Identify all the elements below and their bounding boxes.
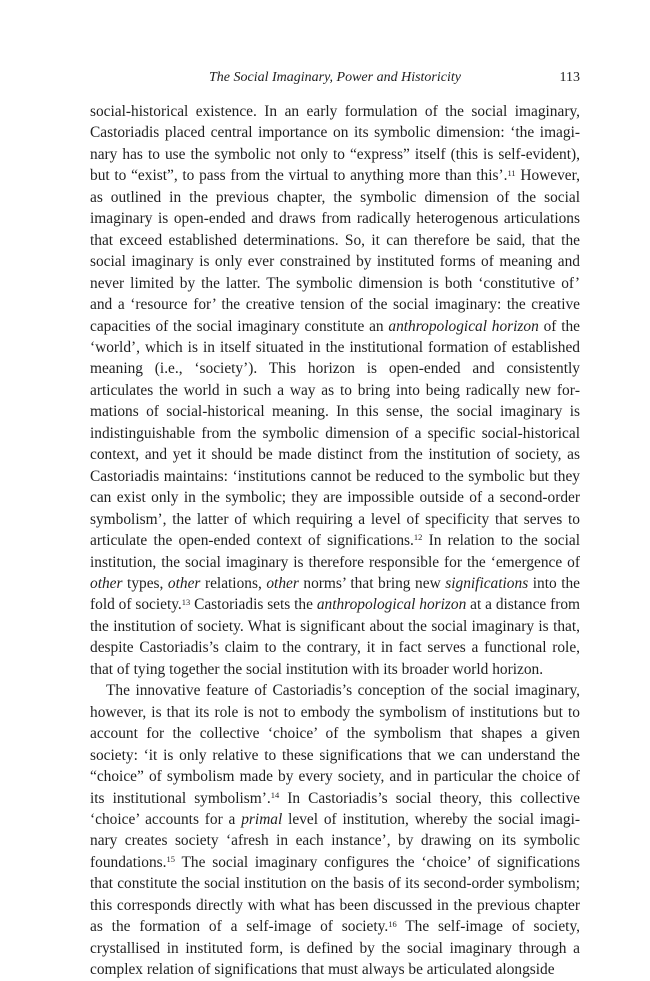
italic-text: anthropological horizon [316,596,467,614]
text-run: of the ‘world’, which is in itself situated in the institutional formation of established meaning (i.e., ‘society’). This horizon is open-ended and consistently articulates the world in such a way as to bring into being radically new formations of social-historical meaning. In this sense, the social imaginary is indistinguishable from the symbolic dimension of a specific social-historical context, and yet it should be made distinct from the institution of society, as Castoriadis maintains: ‘institutions cannot be reduced to the symbolic but they can exist only in the symbolic; they are impossible outside of a second-order symbolism’, the latter of which requiring a level of specificity that serves to articulate the open-ended context of significations. [90,317,581,550]
text-run: The social imaginary configures the ‘choice’ of significations that constitute the social institution on the basis of its second-order symbolism; this corresponds directly with what has been discussed in the previous chapter as the formation of a self-image of society. [90,853,580,936]
body-paragraph [90,680,580,980]
footnote-marker: 11 [507,167,516,178]
body-paragraph [90,101,580,680]
text-run: level of institution, whereby the social imaginary creates society ‘afresh in each instance’, by drawing on its symbolic foundations. [90,810,580,871]
text-run: In relation to the social institution, the social imaginary is therefore responsible for the ‘emergence of [90,532,580,571]
text-run: types, [122,574,168,592]
footnote-marker: 14 [270,789,280,800]
footnote-marker: 15 [166,854,175,865]
text-run: In Castoriadis’s social theory, this collective ‘choice’ accounts for a [90,789,580,828]
italic-text: other [167,574,201,592]
text-run: The self-image of society, crystallised in instituted form, is defined by the social imaginary through a complex relation of significations that must always be articulated alongside [90,918,580,979]
italic-text: other [266,574,299,592]
running-title: The Social Imaginary, Power and Historicity [209,70,461,85]
running-head [90,68,580,88]
italic-text: other [90,574,123,592]
italic-text: significations [445,574,529,592]
text-run: Castoriadis sets the [190,596,317,614]
page-number: 113 [559,70,580,85]
text-run: relations, [200,574,267,592]
italic-text: anthropological horizon [388,317,539,335]
body-text [90,101,580,981]
footnote-marker: 12 [413,532,423,543]
footnote-marker: 13 [181,596,191,607]
italic-text: primal [241,810,283,828]
text-run: However, as outlined in the previous chapter, the symbolic dimension of the social imaginary is open-ended and draws from radically heterogenous articulations that exceed established determinations. So, it can therefore be said, that the social imaginary is only ever constrained by instituted forms of meaning and never limited by the latter. The symbolic dimension is both ‘constitutive of’ and a ‘resource for’ the creative tension of the social imaginary: the creative capacities of the social imaginary constitute an [90,167,580,335]
text-run: social-historical existence. In an early formulation of the social imaginary, Castoriadis placed central importance on its symbolic dimension: ‘the imaginary has to use the symbolic not only to “express” itself (this is self-evident), but to “exist”, to pass from the virtual to anything more than this’. [90,103,580,185]
text-run: The innovative feature of Castoriadis’s conception of the social imaginary, however, is that its role is not to embody the symbolism of institutions but to account for the collective ‘choice’ of the symbolism that shapes a given society: ‘it is only relative to these significations that we can understand the “choice” of symbolism made by every society, and in particular the choice of its institutional symbolism’. [90,682,580,807]
text-run: at a distance from the institution of society. What is significant about the social imaginary is that, despite Castoriadis’s claim to the contrary, it in fact serves a functional role, that of tying together the social institution with its broader world horizon. [90,596,581,678]
text-run: into the fold of society. [90,574,581,614]
footnote-marker: 16 [388,918,397,929]
text-run: norms’ that bring new [298,574,446,592]
